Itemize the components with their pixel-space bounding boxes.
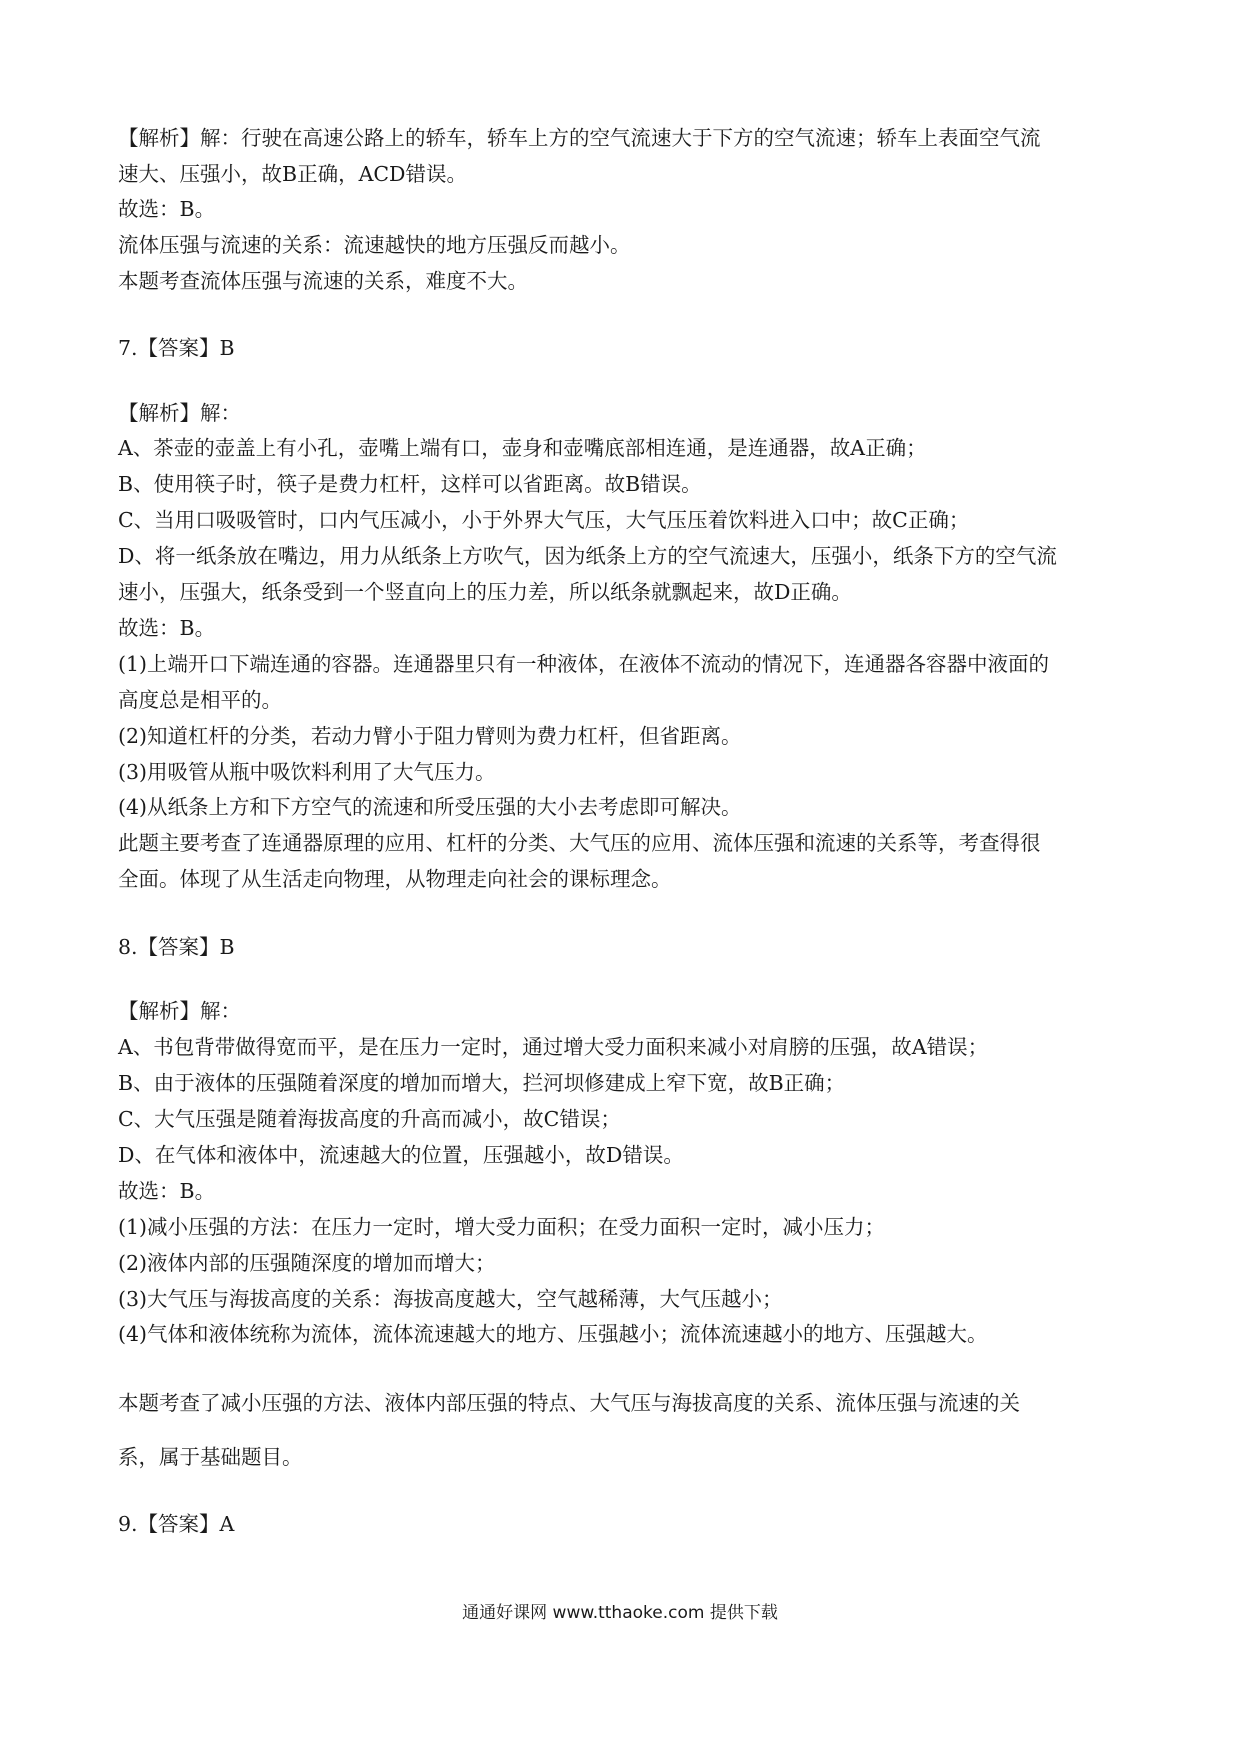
answer-heading: 7.【答案】B xyxy=(118,336,235,360)
knowledge-point: (4)气体和液体统称为流体，流体流速越大的地方、压强越小；流体流速越小的地方、压强越大。 xyxy=(118,1322,988,1346)
option-analysis: C、大气压强是随着海拔高度的升高而减小，故C错误； xyxy=(118,1107,621,1131)
summary-text: 系，属于基础题目。 xyxy=(118,1445,303,1469)
summary-text: 此题主要考查了连通器原理的应用、杠杆的分类、大气压的应用、流体压强和流速的关系等，考查得很 xyxy=(118,831,1041,855)
choice-text: 故选：B。 xyxy=(118,197,216,221)
analysis-text: 【解析】解：行驶在高速公路上的轿车，轿车上方的空气流速大于下方的空气流速；轿车上表面空气流 xyxy=(118,126,1041,150)
knowledge-point: 流体压强与流速的关系：流速越快的地方压强反而越小。 xyxy=(118,233,631,257)
summary-text: 本题考查流体压强与流速的关系，难度不大。 xyxy=(118,269,528,293)
option-analysis: D、将一纸条放在嘴边，用力从纸条上方吹气，因为纸条上方的空气流速大，压强小，纸条下方的空气流 xyxy=(118,544,1057,568)
knowledge-point: (2)知道杠杆的分类，若动力臂小于阻力臂则为费力杠杆，但省距离。 xyxy=(118,724,742,748)
summary-text: 全面。体现了从生活走向物理，从物理走向社会的课标理念。 xyxy=(118,867,672,891)
analysis-heading: 【解析】解： xyxy=(118,999,241,1023)
page-footer: 通通好课网 www.tthaoke.com 提供下载 xyxy=(462,1603,778,1623)
option-analysis: D、在气体和液体中，流速越大的位置，压强越小，故D错误。 xyxy=(118,1143,684,1167)
choice-text: 故选：B。 xyxy=(118,616,216,640)
knowledge-point: (1)上端开口下端连通的容器。连通器里只有一种液体，在液体不流动的情况下，连通器各容器中液面的 xyxy=(118,652,1050,676)
knowledge-point: (3)用吸管从瓶中吸饮料利用了大气压力。 xyxy=(118,760,496,784)
knowledge-point: 高度总是相平的。 xyxy=(118,688,282,712)
knowledge-point: (4)从纸条上方和下方空气的流速和所受压强的大小去考虑即可解决。 xyxy=(118,795,742,819)
knowledge-point: (3)大气压与海拔高度的关系：海拔高度越大，空气越稀薄，大气压越小； xyxy=(118,1287,783,1311)
option-analysis: B、由于液体的压强随着深度的增加而增大，拦河坝修建成上窄下宽，故B正确； xyxy=(118,1071,846,1095)
option-analysis: 速小，压强大，纸条受到一个竖直向上的压力差，所以纸条就飘起来，故D正确。 xyxy=(118,580,852,604)
option-analysis: A、书包背带做得宽而平，是在压力一定时，通过增大受力面积来减小对肩膀的压强，故A错误； xyxy=(118,1035,989,1059)
knowledge-point: (1)减小压强的方法：在压力一定时，增大受力面积；在受力面积一定时，减小压力； xyxy=(118,1215,886,1239)
analysis-text: 速大、压强小，故B正确，ACD错误。 xyxy=(118,162,467,186)
option-analysis: C、当用口吸吸管时，口内气压减小，小于外界大气压，大气压压着饮料进入口中；故C正确； xyxy=(118,508,970,532)
analysis-heading: 【解析】解： xyxy=(118,401,241,425)
summary-text: 本题考查了减小压强的方法、液体内部压强的特点、大气压与海拔高度的关系、流体压强与流速的关 xyxy=(118,1391,1020,1415)
knowledge-point: (2)液体内部的压强随深度的增加而增大； xyxy=(118,1251,496,1275)
option-analysis: A、茶壶的壶盖上有小孔，壶嘴上端有口，壶身和壶嘴底部相连通，是连通器，故A正确； xyxy=(118,436,927,460)
option-analysis: B、使用筷子时，筷子是费力杠杆，这样可以省距离。故B错误。 xyxy=(118,472,702,496)
answer-heading: 9.【答案】A xyxy=(118,1512,235,1536)
choice-text: 故选：B。 xyxy=(118,1179,216,1203)
answer-heading: 8.【答案】B xyxy=(118,935,235,959)
